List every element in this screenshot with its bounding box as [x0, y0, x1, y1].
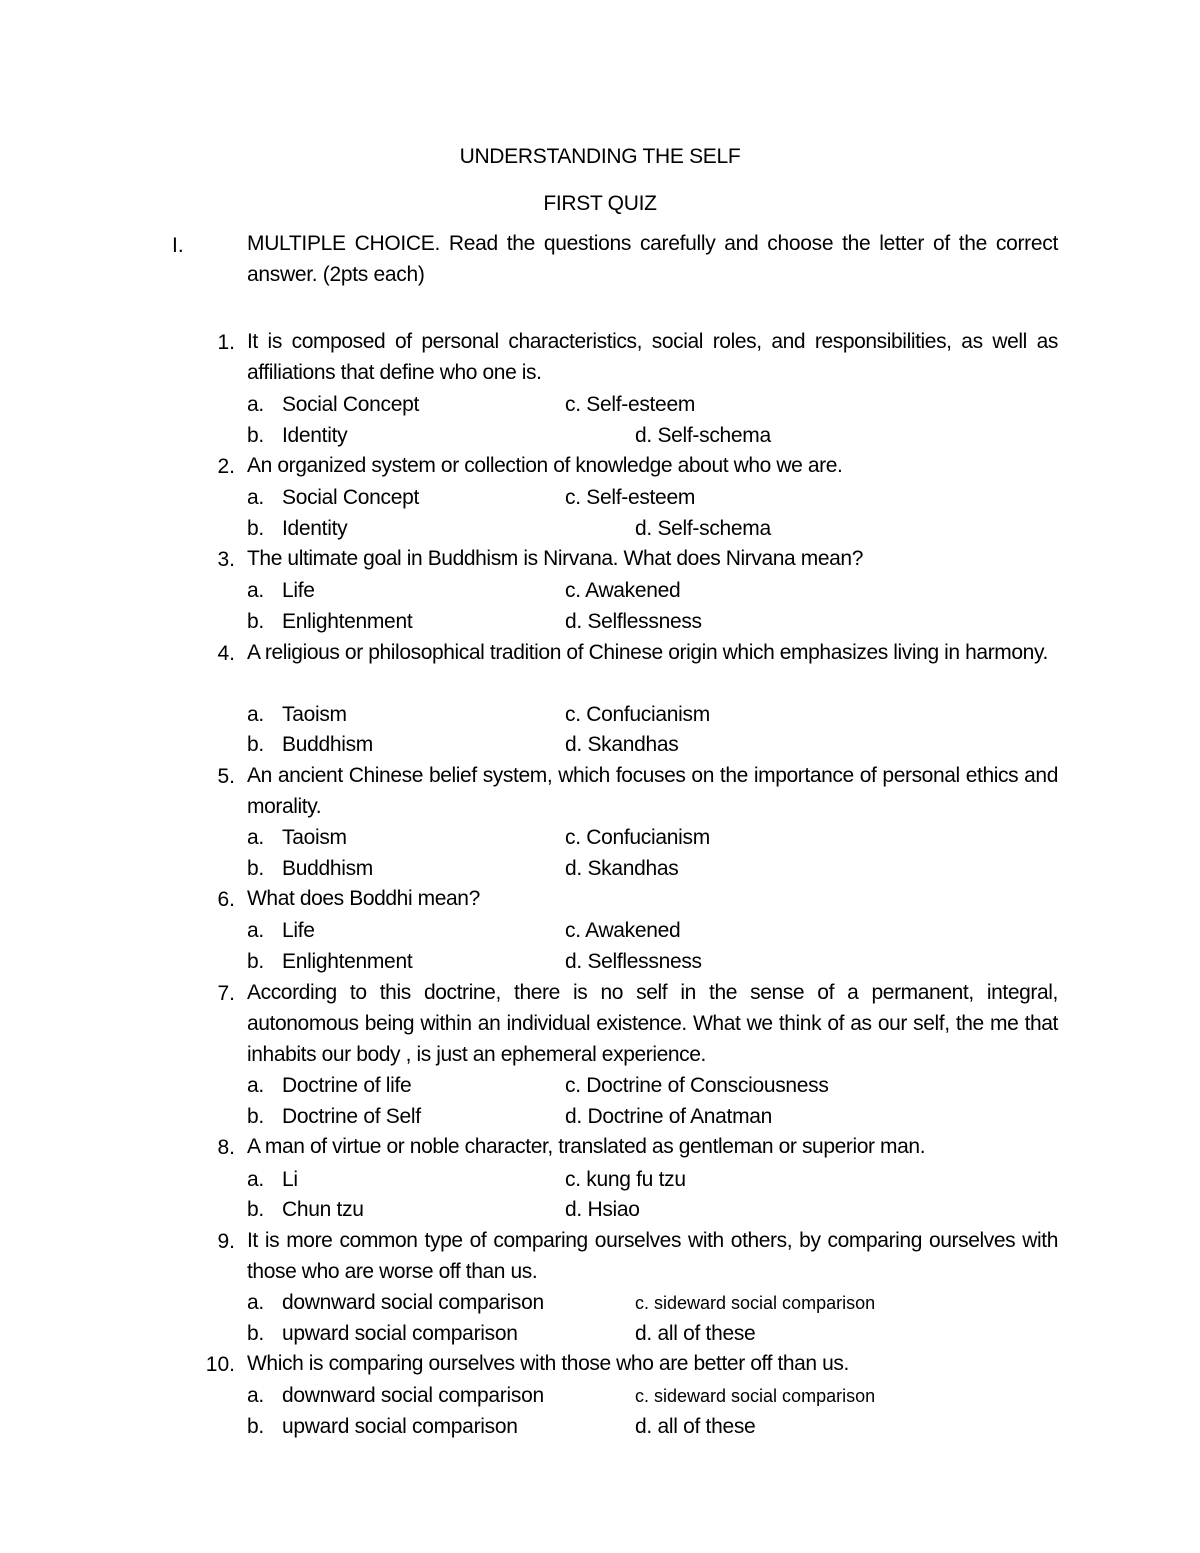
choice-c: c. Awakened: [565, 919, 681, 942]
question-text: Which is comparing ourselves with those who are better off than us.: [247, 1352, 849, 1375]
choice-a-letter: a.: [247, 1384, 264, 1407]
choice-a-letter: a.: [247, 393, 264, 416]
section-numeral: I.: [172, 234, 184, 257]
question-text: According to this doctrine, there is no self in the sense of a permanent, integral, autonomous being within an individual existence. What we think of as our self, the me that inhabits our body , is just an ephemeral experience.: [247, 981, 1058, 1066]
document-subtitle: FIRST QUIZ: [543, 192, 657, 215]
question-number: 2.: [217, 455, 235, 478]
choice-b-text: upward social comparison: [282, 1322, 518, 1345]
choice-d: d. all of these: [635, 1322, 756, 1345]
choice-a-text: downward social comparison: [282, 1384, 544, 1407]
question-number: 8.: [217, 1136, 235, 1159]
choice-d: d. Skandhas: [565, 857, 679, 880]
choice-c: c. Confucianism: [565, 703, 710, 726]
question-number: 10.: [205, 1353, 235, 1376]
choice-c: c. Self-esteem: [565, 393, 696, 416]
choice-c: c. Doctrine of Consciousness: [565, 1074, 829, 1097]
choice-a-text: Life: [282, 919, 315, 942]
choice-a-text: Doctrine of life: [282, 1074, 412, 1097]
choice-a-letter: a.: [247, 919, 264, 942]
choice-b-text: Buddhism: [282, 857, 373, 880]
choice-b-text: Identity: [282, 424, 348, 447]
choice-b-text: Enlightenment: [282, 950, 413, 973]
choice-c: c. sideward social comparison: [635, 1293, 876, 1313]
question-text: An organized system or collection of knowledge about who we are.: [247, 454, 843, 477]
choice-b-letter: b.: [247, 1415, 264, 1438]
choice-d: d. Self-schema: [635, 517, 771, 540]
choice-d: d. Doctrine of Anatman: [565, 1105, 773, 1128]
question-text: A man of virtue or noble character, translated as gentleman or superior man.: [247, 1135, 926, 1158]
choice-d: d. Skandhas: [565, 733, 679, 756]
question-text: An ancient Chinese belief system, which focuses on the importance of personal ethics and morality.: [247, 764, 1058, 818]
choice-b-text: Chun tzu: [282, 1198, 364, 1221]
question-number: 1.: [217, 331, 235, 354]
choice-a-text: Social Concept: [282, 393, 420, 416]
question-number: 4.: [217, 642, 235, 665]
choice-a-text: Li: [282, 1168, 298, 1191]
question-text: It is composed of personal characteristics, social roles, and responsibilities, as well as affiliations that define who one is.: [247, 330, 1058, 384]
choice-c: c. Self-esteem: [565, 486, 696, 509]
question-number: 6.: [217, 888, 235, 911]
choice-a-letter: a.: [247, 1291, 264, 1314]
choice-b-letter: b.: [247, 610, 264, 633]
instructions-text: MULTIPLE CHOICE. Read the questions carefully and choose the letter of the correct answer. (2pts each): [247, 232, 1058, 286]
choice-d: d. all of these: [635, 1415, 756, 1438]
question-number: 5.: [217, 765, 235, 788]
choice-b-letter: b.: [247, 950, 264, 973]
choice-a-letter: a.: [247, 579, 264, 602]
choice-b-text: Enlightenment: [282, 610, 413, 633]
choice-c: c. Awakened: [565, 579, 681, 602]
question-text: What does Boddhi mean?: [247, 887, 480, 910]
choice-d: d. Selflessness: [565, 610, 702, 633]
question-text: It is more common type of comparing ourselves with others, by comparing ourselves with those who are worse off than us.: [247, 1229, 1058, 1283]
document-title: UNDERSTANDING THE SELF: [459, 145, 741, 168]
choice-a-text: Life: [282, 579, 315, 602]
choice-a-text: Taoism: [282, 826, 347, 849]
choice-b-letter: b.: [247, 1322, 264, 1345]
question-number: 3.: [217, 548, 235, 571]
choice-b-letter: b.: [247, 1105, 264, 1128]
choice-a-letter: a.: [247, 486, 264, 509]
choice-b-letter: b.: [247, 517, 264, 540]
choice-b-text: Identity: [282, 517, 348, 540]
question-text: A religious or philosophical tradition of Chinese origin which emphasizes living in harmony.: [247, 641, 1048, 664]
choice-a-letter: a.: [247, 826, 264, 849]
choice-b-letter: b.: [247, 857, 264, 880]
choice-b-letter: b.: [247, 424, 264, 447]
choice-b-text: Buddhism: [282, 733, 373, 756]
choice-c: c. sideward social comparison: [635, 1386, 876, 1406]
choice-b-letter: b.: [247, 733, 264, 756]
choice-d: d. Selflessness: [565, 950, 702, 973]
question-text: The ultimate goal in Buddhism is Nirvana. What does Nirvana mean?: [247, 547, 863, 570]
choice-b-letter: b.: [247, 1198, 264, 1221]
choice-c: c. kung fu tzu: [565, 1168, 686, 1191]
choice-a-text: downward social comparison: [282, 1291, 544, 1314]
choice-a-text: Taoism: [282, 703, 347, 726]
choice-b-text: upward social comparison: [282, 1415, 518, 1438]
choice-d: d. Hsiao: [565, 1198, 640, 1221]
choice-a-letter: a.: [247, 703, 264, 726]
choice-c: c. Confucianism: [565, 826, 710, 849]
choice-b-text: Doctrine of Self: [282, 1105, 421, 1128]
question-number: 7.: [217, 982, 235, 1005]
choice-a-letter: a.: [247, 1168, 264, 1191]
question-number: 9.: [217, 1230, 235, 1253]
choice-a-text: Social Concept: [282, 486, 420, 509]
choice-a-letter: a.: [247, 1074, 264, 1097]
choice-d: d. Self-schema: [635, 424, 771, 447]
